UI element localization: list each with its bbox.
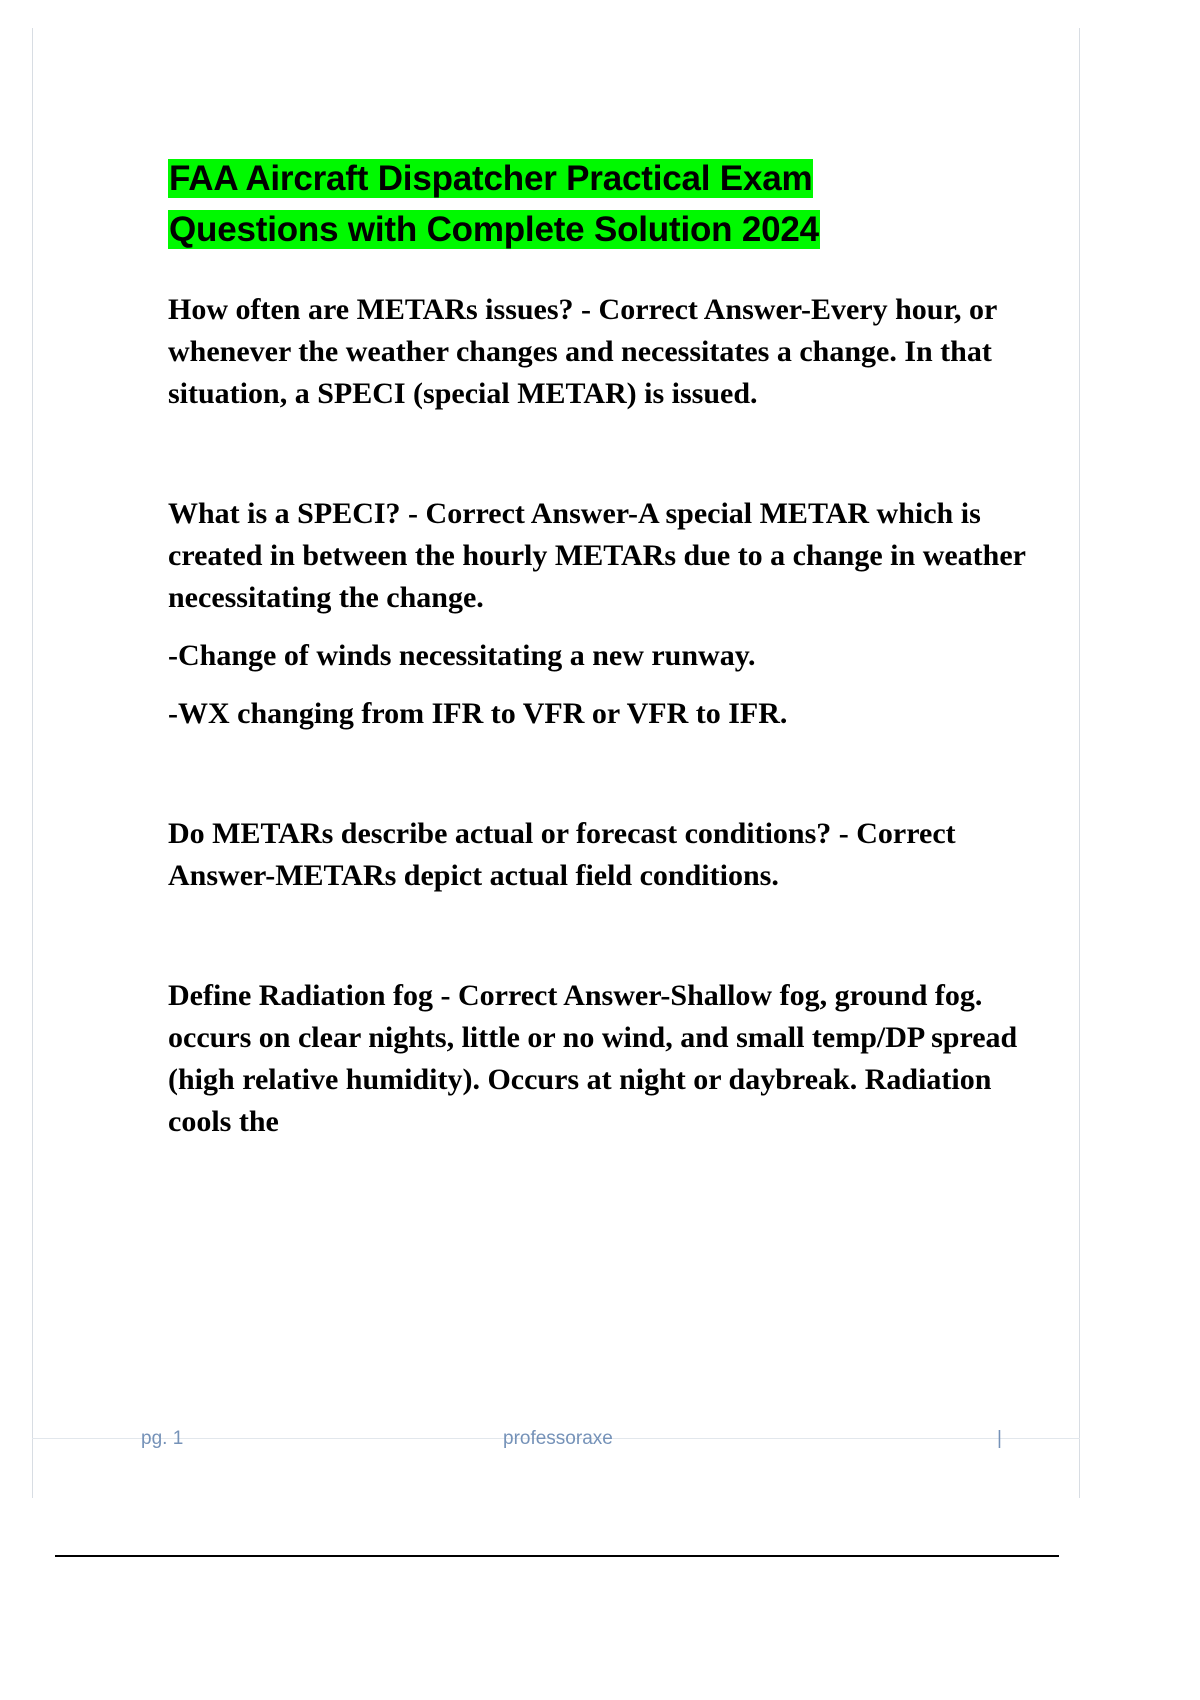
qa-paragraph: What is a SPECI? - Correct Answer-A special METAR which is created in between the hourly METARs due to a change in weather necessitating the change. [168,497,1026,614]
page-bottom-rule [55,1555,1059,1557]
page-title-line-1: FAA Aircraft Dispatcher Practical Exam [169,159,813,198]
qa-block-what-is-speci [168,493,1048,735]
block-spacer [168,897,1048,941]
qa-block-metar-actual-or-forecast [168,813,1048,897]
qa-bullet: -Change of winds necessitating a new runway. [168,639,756,672]
page-title-line-2: Questions with Complete Solution 2024 [169,210,819,249]
qa-bullet: -WX changing from IFR to VFR or VFR to IFR. [168,697,788,730]
qa-paragraph: Define Radiation fog - Correct Answer-Shallow fog, ground fog. occurs on clear nights, little or no wind, and small temp/DP spread (high relative humidity). Occurs at night or daybreak. Radiation cools the [168,979,1018,1138]
footer-right-mark: | [997,1428,1002,1449]
qa-block-metar-frequency [168,289,1048,415]
document-content [168,153,1048,1143]
page-title [168,153,1048,255]
qa-block-radiation-fog [168,975,1048,1143]
footer-author: professoraxe [503,1428,613,1449]
qa-paragraph: How often are METARs issues? - Correct Answer-Every hour, or whenever the weather changes and necessitates a change. In that situation, a SPECI (special METAR) is issued. [168,293,997,410]
block-spacer [168,735,1048,779]
block-spacer [168,415,1048,459]
page-footer [135,1428,1015,1454]
page-sheet [32,28,1080,1498]
qa-paragraph: Do METARs describe actual or forecast conditions? - Correct Answer-METARs depict actual field conditions. [168,817,956,892]
footer-page-number: pg. 1 [141,1428,184,1449]
